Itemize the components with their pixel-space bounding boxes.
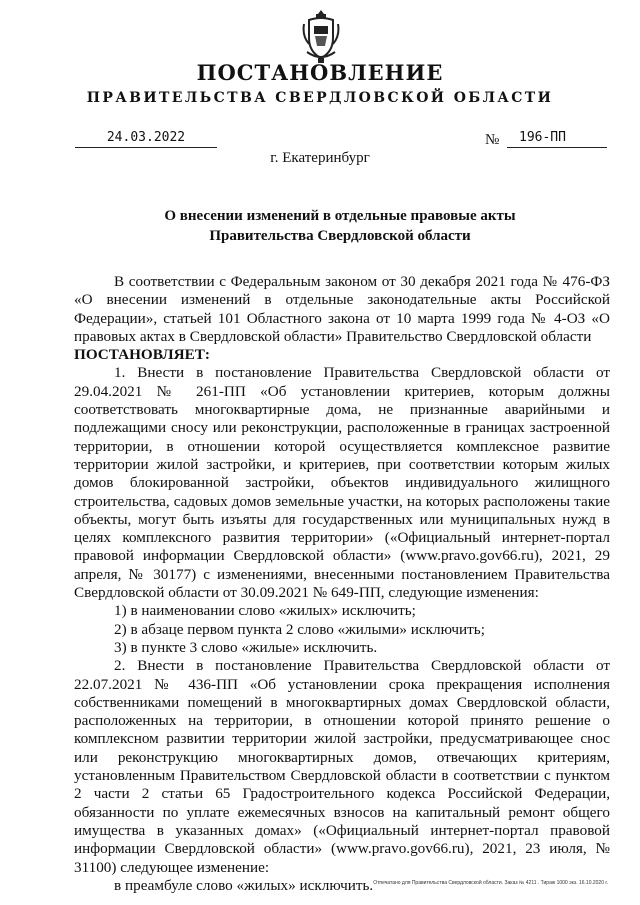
number-field xyxy=(507,128,607,148)
coat-of-arms-icon xyxy=(302,8,340,64)
document-number: 196-ПП xyxy=(519,130,566,145)
document-type-title: ПОСТАНОВЛЕНИЕ xyxy=(196,60,444,85)
item-2-change: в преамбуле слово «жилых» исключить. xyxy=(114,876,374,894)
document-date: 24.03.2022 xyxy=(106,130,186,145)
item-2: 2. Внести в постановление Правительства Свердловской области от 22.07.2021 № 436-ПП «Об установлении срока прекращения исполнения собственниками помещений в многоквартирных домах Свердловской области, расположенных на территории, в отношении которой принято решение о комплексном развитии территории жилой застройки, предусматривающее снос или реконструкцию многоквартирных домов, отвечающих критериям, установленным Правительством Свердловской области в соответствии с пунктом 2 части 2 статьи 65 Градостроительного кодекса Российской Федерации, обязанности по уплате ежемесячных взносов на капитальный ремонт общего имущества в указанных домах» («Официальный интернет-портал правовой информации Свердловской области» (www.pravo.gov66.ru), 2021, 23 июля, № 31100) следующее изменение: xyxy=(74,657,610,876)
item-1: 1. Внести в постановление Правительства Свердловской области от 29.04.2021 № 261-ПП «Об установлении критериев, которым должны соответствовать многоквартирные дома, не признанные аварийными и подлежащими сносу или реконструкции, расположенные в границах застроенной территории, в отношении которой осуществляется комплексное развитие территории жилой застройки, и критериев, при соответствии которым жилых домов блокированной застройки, объектов индивидуального жилищного строительства, садовых домов земельные участки, на которых расположены такие объекты, могут быть изъяты для государственных или муниципальных нужд в целях комплексного развития территории» («Официальный интернет-портал правовой информации Свердловской области» (www.pravo.gov66.ru), 2021, 29 апреля, № 30177) с изменениями, внесенными постановлением Правительства Свердловской области от 30.09.2021 № 649-ПП, следующие изменения: xyxy=(74,364,610,602)
issuing-authority: ПРАВИТЕЛЬСТВА СВЕРДЛОВСКОЙ ОБЛАСТИ xyxy=(86,90,554,106)
number-sign: № xyxy=(485,132,500,148)
document-heading xyxy=(70,206,610,246)
subitem-2: 2) в абзаце первом пункта 2 слово «жилыми» исключить; xyxy=(114,620,485,638)
heading-line-2: Правительства Свердловской области xyxy=(209,228,471,244)
document-body xyxy=(74,273,610,895)
subitem-1: 1) в наименовании слово «жилых» исключить; xyxy=(114,602,416,620)
subitem-3: 3) в пункте 3 слово «жилые» исключить. xyxy=(114,638,378,656)
intro-paragraph: В соответствии с Федеральным законом от 30 декабря 2021 года № 476-ФЗ «О внесении изменений в отдельные законодательные акты Российской Федерации», статьей 101 Областного закона от 10 марта 1999 года № 4-ОЗ «О правовых актах в Свердловской области» Правительство Свердловской области xyxy=(74,273,610,345)
city: г. Екатеринбург xyxy=(270,150,370,166)
date-field xyxy=(75,128,217,148)
resolves-word: ПОСТАНОВЛЯЕТ: xyxy=(74,346,210,364)
heading-line-1: О внесении изменений в отдельные правовые акты xyxy=(164,208,516,224)
print-footer: Отпечатано для Правительства Свердловской области. Заказ № 4211 . Тираж 1000 экз. 16.10.2020 г. xyxy=(373,880,608,886)
